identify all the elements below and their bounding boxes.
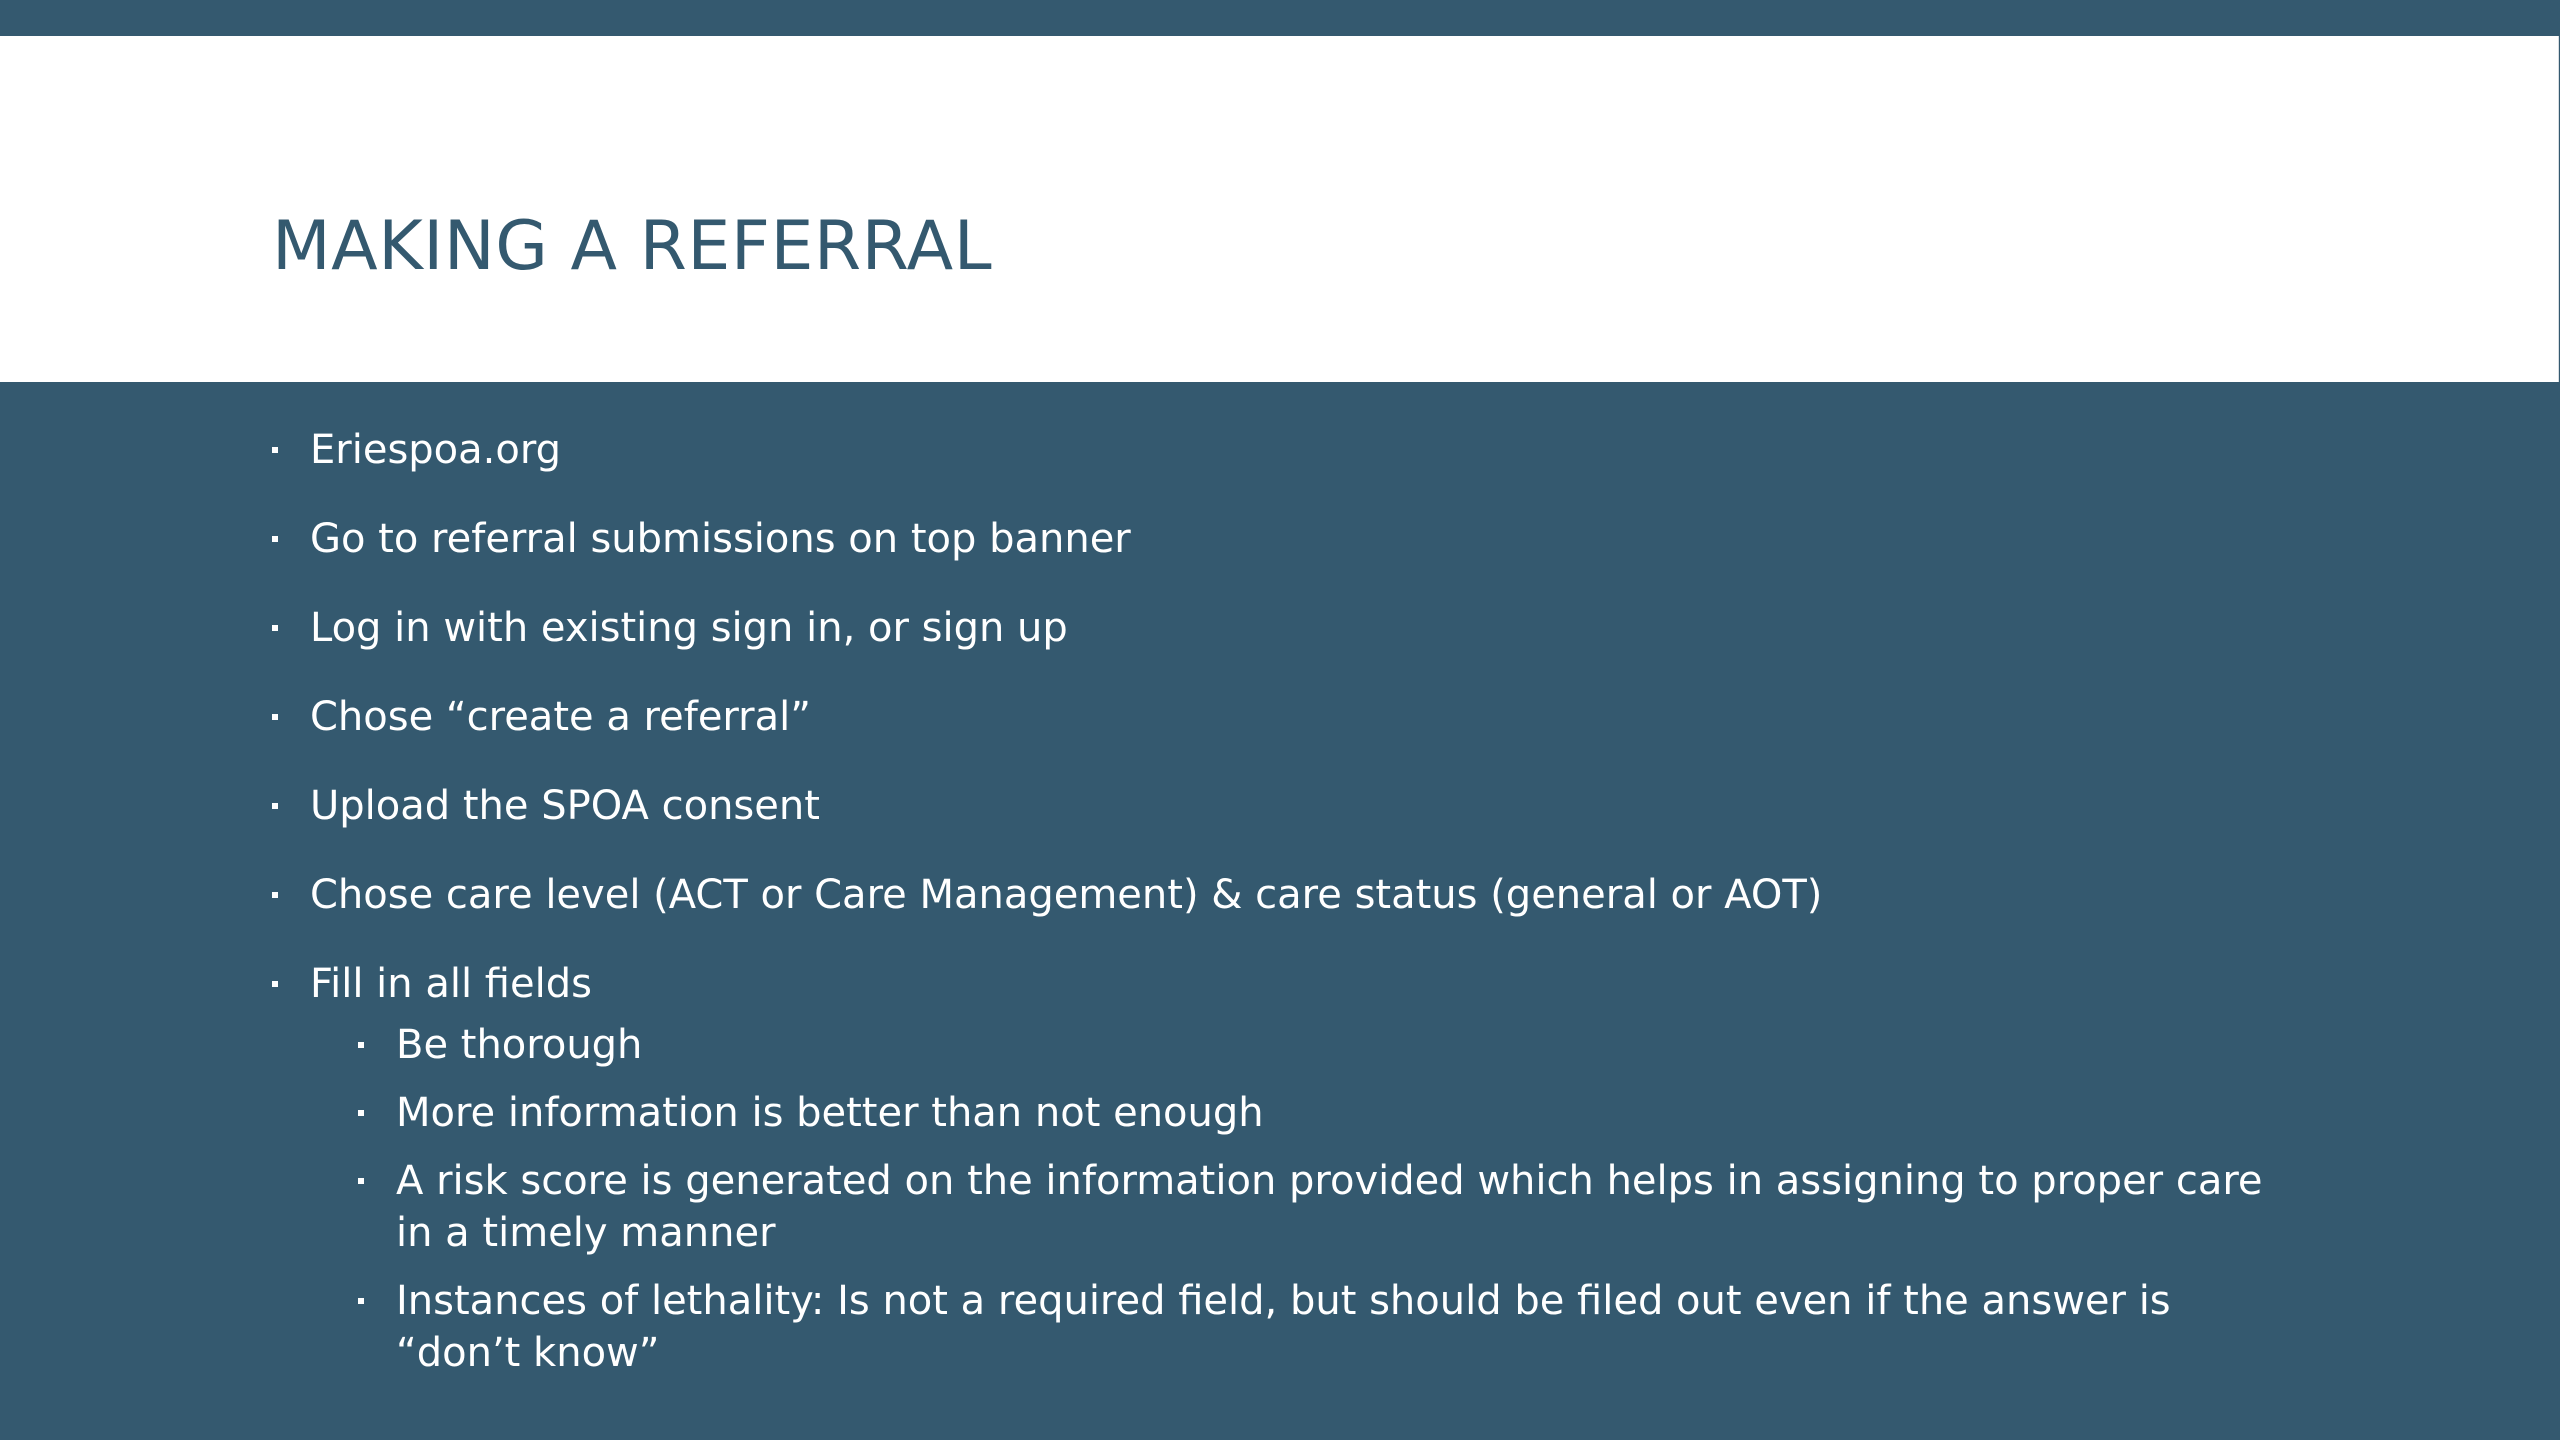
bullet-square-icon [272, 625, 278, 631]
sub-bullet-text: Instances of lethality: Is not a required field, but should be filed out even if the answer is “don’t know” [396, 1278, 2171, 1376]
sub-bullet-text: Be thorough [396, 1022, 643, 1068]
bullet-square-icon [272, 981, 278, 987]
bullet-text: Go to referral submissions on top banner [310, 516, 1131, 562]
bullet-text: Chose “create a referral” [310, 694, 811, 740]
bullet-item [272, 602, 2272, 654]
bullet-text: Eriespoa.org [310, 427, 561, 473]
sub-bullet-list [310, 1019, 2272, 1379]
bullet-square-icon [272, 803, 278, 809]
sub-bullet-item [358, 1155, 2272, 1259]
bullet-item [272, 780, 2272, 832]
bullet-square-icon [272, 447, 278, 453]
sub-bullet-text: A risk score is generated on the information provided which helps in assigning to proper care in a timely manner [396, 1158, 2263, 1256]
top-accent-strip [0, 0, 2560, 36]
bullet-square-icon [272, 536, 278, 542]
sub-bullet-item [358, 1275, 2272, 1379]
bullet-square-icon [272, 892, 278, 898]
bullet-text: Log in with existing sign in, or sign up [310, 605, 1068, 651]
title-band [0, 36, 2559, 382]
sub-bullet-item [358, 1087, 2272, 1139]
sub-bullet-item [358, 1019, 2272, 1071]
sub-bullet-square-icon [358, 1110, 364, 1116]
bullet-item [272, 869, 2272, 921]
bullet-item [272, 424, 2272, 476]
sub-bullet-square-icon [358, 1178, 364, 1184]
bullet-text: Upload the SPOA consent [310, 783, 820, 829]
sub-bullet-square-icon [358, 1042, 364, 1048]
sub-bullet-text: More information is better than not enough [396, 1090, 1264, 1136]
bullet-text: Fill in all fields [310, 961, 592, 1007]
bullet-list [272, 424, 2272, 1379]
bullet-item [272, 691, 2272, 743]
bullet-text: Chose care level (ACT or Care Management) & care status (general or AOT) [310, 872, 1823, 918]
sub-bullet-square-icon [358, 1298, 364, 1304]
bullet-square-icon [272, 714, 278, 720]
bullet-item [272, 513, 2272, 565]
bullet-item-with-subitems [272, 958, 2272, 1379]
slide-title: MAKING A REFERRAL [272, 207, 993, 286]
